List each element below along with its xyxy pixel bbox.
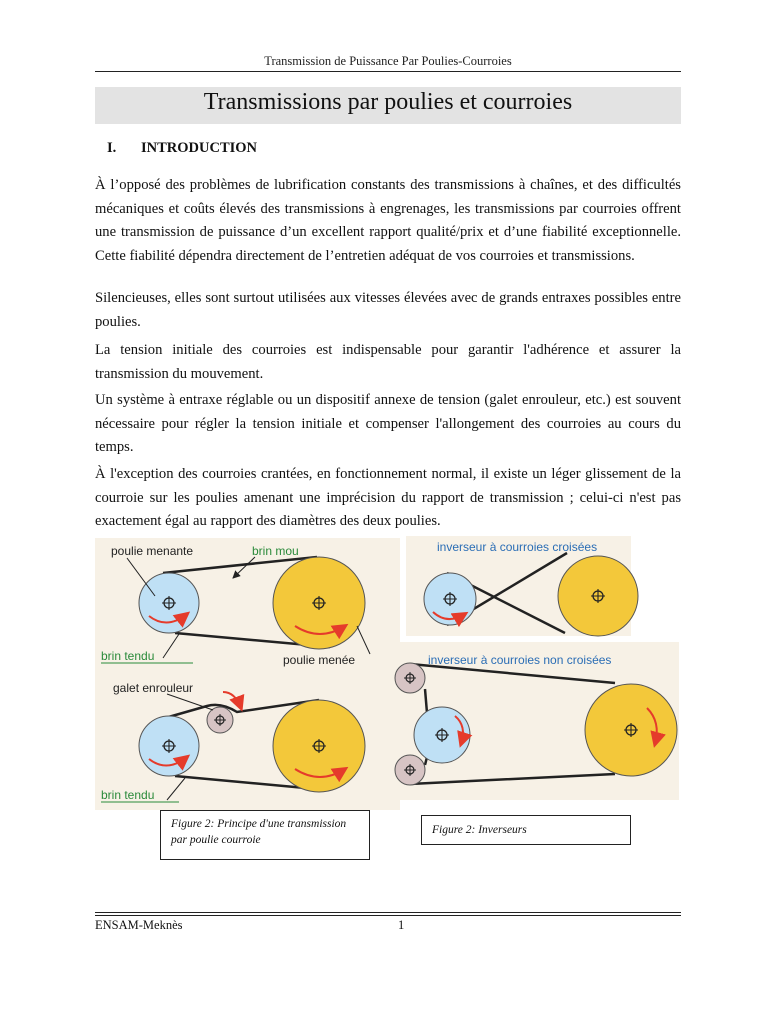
page-title: Transmissions par poulies et courroies [203,89,573,115]
label-open: inverseur à courroies non croisées [428,653,612,667]
section-number: I. [107,140,117,156]
section-title: INTRODUCTION [141,140,258,156]
paragraph-1: À l’opposé des problèmes de lubrification constants des transmissions à chaînes, et des difficultés mécaniques et coûts élevés des transmissions à engrenages, les transmissions par courroies offrent une transmission de puissance d’un excellent rapport qualité/prix et d’une fiabilité exceptionnelle. Cette fiabilité dépendra directement de l’entretien adéquat de vos courroies et transmissions. [95,177,681,264]
label-crossed: inverseur à courroies croisées [437,540,598,554]
paragraph-2: Silencieuses, elles sont surtout utilisées aux vitesses élevées avec de grands entraxes possibles entre poulies. [95,290,681,330]
paragraph-4: Un système à entraxe réglable ou un dispositif annexe de tension (galet enrouleur, etc.) est souvent nécessaire pour régler la tension initiale et compenser l'allongement des courroies au cours du temps. [95,392,681,455]
paragraph-3: La tension initiale des courroies est indispensable pour garantir l'adhérence et assurer la transmission du mouvement. [95,342,681,382]
label-driving-pulley: poulie menante [111,544,194,558]
label-slack-side: brin mou [252,544,299,558]
footer-rule [95,915,681,916]
header-rule [95,71,681,72]
label-tight-side-bottom: brin tendu [101,788,155,802]
page-number: 1 [398,918,405,932]
label-idler: galet enrouleur [113,681,194,695]
label-driven-pulley: poulie menée [283,653,356,667]
caption-right: Figure 2: Inverseurs [421,815,631,845]
footer-rule [95,912,681,913]
paragraph-5: À l'exception des courroies crantées, en fonctionnement normal, il existe un léger glissement de la courroie sur les poulies amenant une imprécision du rapport de transmission ; celui-ci n'est pas exactement égal au rapport des diamètres des deux poulies. [95,466,681,529]
label-tight-side-top: brin tendu [101,649,155,663]
footer-school: ENSAM-Meknès [95,918,183,932]
caption-left: Figure 2: Principe d'une transmission par poulie courroie [160,810,370,860]
section-heading [107,140,257,157]
running-header: Transmission de Puissance Par Poulies-Courroies [264,54,512,68]
